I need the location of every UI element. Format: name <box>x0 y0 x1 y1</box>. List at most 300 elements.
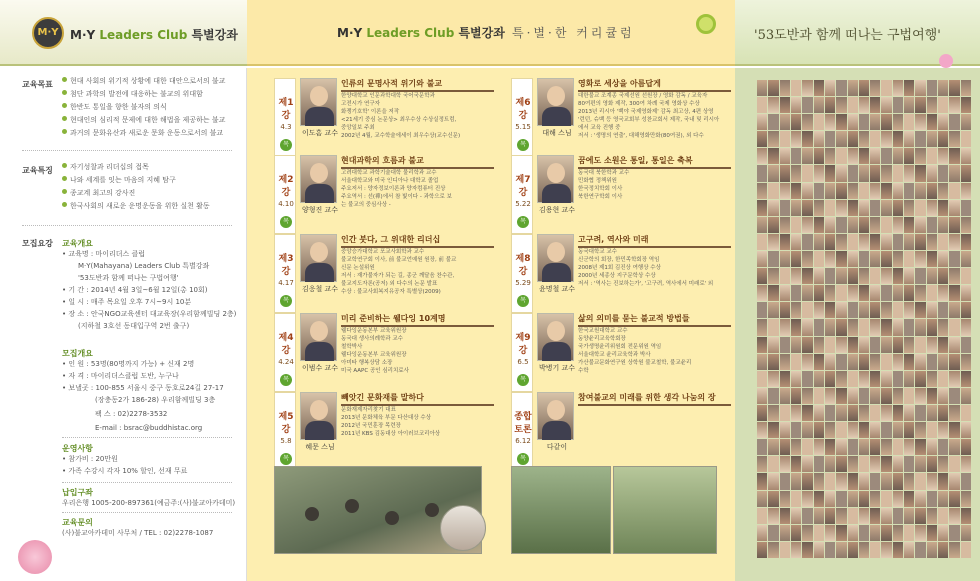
member-portrait <box>927 80 937 96</box>
member-portrait <box>870 354 880 370</box>
member-portrait <box>961 268 971 284</box>
member-portrait <box>848 131 858 147</box>
member-portrait <box>768 473 778 489</box>
member-portrait <box>870 473 880 489</box>
recruit-line: (장충동2가 186-28) 우리함께빌딩 3층 <box>95 396 216 404</box>
member-portrait <box>961 456 971 472</box>
member-portrait <box>825 200 835 216</box>
member-portrait <box>859 148 869 164</box>
member-portrait <box>791 405 801 421</box>
member-portrait <box>825 508 835 524</box>
member-portrait <box>825 354 835 370</box>
member-portrait <box>791 371 801 387</box>
member-portrait <box>836 319 846 335</box>
member-portrait <box>915 354 925 370</box>
member-portrait <box>938 217 948 233</box>
member-portrait <box>859 508 869 524</box>
section-features-label: 교육특징 <box>22 166 53 175</box>
member-portrait <box>938 439 948 455</box>
member-portrait <box>915 217 925 233</box>
lecture-title: 미리 준비하는 웰다잉 10계명 <box>341 313 494 327</box>
member-portrait <box>768 354 778 370</box>
lecture-desc-line: 불교학연구회 이사, 前 불교언예원 원장, 前 불교 <box>341 257 457 263</box>
member-portrait <box>881 371 891 387</box>
member-portrait <box>904 183 914 199</box>
member-portrait <box>825 439 835 455</box>
member-portrait <box>836 114 846 130</box>
member-portrait <box>859 354 869 370</box>
lecture-title: 꿈에도 소원은 통일, 통일은 축복 <box>578 155 731 169</box>
member-portrait <box>768 165 778 181</box>
member-portrait <box>802 473 812 489</box>
member-portrait <box>859 439 869 455</box>
member-portrait <box>814 268 824 284</box>
lecture-desc-line: 고려대학교 과학기술대학 물리학과 교수 <box>341 170 437 176</box>
member-portrait <box>780 97 790 113</box>
member-portrait <box>904 337 914 353</box>
member-portrait <box>791 422 801 438</box>
member-portrait <box>836 456 846 472</box>
member-portrait <box>802 285 812 301</box>
member-portrait <box>825 405 835 421</box>
member-portrait <box>915 251 925 267</box>
member-portrait <box>848 285 858 301</box>
member-portrait <box>859 388 869 404</box>
member-portrait <box>814 217 824 233</box>
member-portrait <box>780 148 790 164</box>
member-portrait <box>927 234 937 250</box>
lecture-desc-line: 는 불교의 중심사상 - <box>341 202 391 208</box>
lecture-number: 제4강 <box>278 333 294 356</box>
member-portrait <box>836 371 846 387</box>
lecture-title: 인간 붓다, 그 위대한 리더십 <box>341 234 494 248</box>
member-portrait <box>915 371 925 387</box>
member-portrait <box>757 200 767 216</box>
member-portrait <box>881 131 891 147</box>
member-portrait <box>961 508 971 524</box>
member-portrait <box>927 183 937 199</box>
member-portrait <box>780 388 790 404</box>
member-portrait <box>927 525 937 541</box>
member-portrait <box>961 217 971 233</box>
lecture-title: 참여불교의 미래를 위한 생각 나눔의 장 <box>578 392 731 406</box>
member-portrait <box>825 251 835 267</box>
member-portrait <box>949 439 959 455</box>
member-portrait <box>859 97 869 113</box>
member-portrait <box>938 97 948 113</box>
member-portrait <box>825 148 835 164</box>
overview-line: (지하철 3호선 동대입구역 2번 출구) <box>78 322 190 330</box>
member-portrait <box>757 251 767 267</box>
member-portrait <box>791 285 801 301</box>
member-portrait <box>961 80 971 96</box>
feature-item: 자기성찰과 리더십의 접목 <box>62 162 149 173</box>
member-portrait <box>915 405 925 421</box>
member-portrait <box>848 405 858 421</box>
member-portrait <box>802 319 812 335</box>
lecture-desc-line: 2002년 4월, 교수학술에세이 최우수상(교수신문) <box>341 133 461 139</box>
member-portrait <box>927 508 937 524</box>
member-portrait <box>961 97 971 113</box>
lecture-desc-line: 주요역서 : 선(禪)에서 참 빛이다 - 과학으로 보 <box>341 194 452 200</box>
member-portrait <box>961 285 971 301</box>
member-portrait <box>814 371 824 387</box>
outdoor-photo <box>511 466 611 554</box>
lecture-number-box <box>274 234 296 313</box>
member-portrait <box>870 422 880 438</box>
member-portrait <box>915 268 925 284</box>
lecture-date: 4.10 <box>278 200 294 208</box>
member-portrait <box>836 525 846 541</box>
inquiry-label: 교육문의 <box>62 518 93 527</box>
member-portrait <box>961 354 971 370</box>
member-portrait <box>848 456 858 472</box>
lecture-desc-line: 2013년 리시아 '백야 국제영화제' 감독 최고상, 4편 상영 <box>578 109 714 115</box>
operation-label: 운영사항 <box>62 444 93 453</box>
member-portrait <box>757 405 767 421</box>
member-portrait <box>881 542 891 558</box>
member-portrait <box>881 285 891 301</box>
member-portrait <box>961 148 971 164</box>
member-portrait <box>904 354 914 370</box>
member-portrait <box>768 114 778 130</box>
member-portrait <box>814 302 824 318</box>
member-portrait <box>859 456 869 472</box>
member-portrait <box>915 319 925 335</box>
member-portrait <box>859 251 869 267</box>
member-portrait <box>757 131 767 147</box>
overview-line: M·Y(Mahayana) Leaders Club 특별강좌 <box>78 262 210 270</box>
member-portrait <box>881 491 891 507</box>
member-portrait <box>938 388 948 404</box>
lecturer-photo <box>300 78 337 126</box>
member-portrait <box>870 285 880 301</box>
member-portrait <box>768 97 778 113</box>
member-portrait <box>825 337 835 353</box>
member-portrait <box>938 405 948 421</box>
member-portrait <box>870 80 880 96</box>
member-portrait <box>768 131 778 147</box>
member-portrait <box>859 337 869 353</box>
member-portrait <box>938 80 948 96</box>
member-portrait <box>814 234 824 250</box>
member-portrait <box>836 217 846 233</box>
member-portrait <box>927 251 937 267</box>
lecturer-photo <box>300 155 337 203</box>
member-portrait <box>768 148 778 164</box>
member-portrait <box>915 165 925 181</box>
member-portrait <box>870 439 880 455</box>
lecture-desc-line: 수상 : 불교사회복지유공자 특별상(2009) <box>341 289 441 295</box>
member-portrait <box>859 319 869 335</box>
member-portrait <box>768 285 778 301</box>
member-portrait <box>757 491 767 507</box>
member-portrait <box>825 491 835 507</box>
lecture-desc-line: 대한불교 조계종 국제선원 선원장 / 영화 감독 / 교육자 <box>578 93 708 99</box>
lecturer-name: 대해 스님 <box>542 129 572 137</box>
lecture-number: 제9강 <box>515 333 531 356</box>
lecture-number: 제1강 <box>278 98 294 121</box>
member-portrait <box>870 217 880 233</box>
member-portrait <box>881 268 891 284</box>
member-portrait <box>780 234 790 250</box>
overview-line: '53도반과 함께 떠나는 구법여행' <box>78 274 179 282</box>
curriculum-subtitle: 특·별·한 커리큘럼 <box>512 26 635 40</box>
member-portrait <box>938 354 948 370</box>
member-portrait <box>814 473 824 489</box>
recruit-line: • 자 격 : 마이리더스클럽 도반, 누구나 <box>62 372 179 380</box>
member-portrait <box>881 217 891 233</box>
member-portrait <box>757 337 767 353</box>
member-portrait <box>927 388 937 404</box>
member-portrait <box>836 388 846 404</box>
member-portrait <box>949 422 959 438</box>
member-portrait <box>961 114 971 130</box>
member-portrait <box>802 422 812 438</box>
lecture-number-box <box>511 392 533 471</box>
member-portrait <box>825 371 835 387</box>
member-portrait <box>927 473 937 489</box>
member-portrait <box>814 251 824 267</box>
member-portrait <box>904 542 914 558</box>
lecture-desc-line: 웰다잉운동본부 교육위원장 <box>341 328 407 334</box>
member-portrait <box>938 302 948 318</box>
lecturer-bio <box>341 248 494 296</box>
member-portrait <box>768 542 778 558</box>
member-portrait <box>949 148 959 164</box>
lecture-desc-line: 수학 <box>578 368 589 374</box>
lecture-desc-line: 동양윤리교육학회장 <box>578 336 626 342</box>
member-portrait <box>927 285 937 301</box>
member-portrait <box>757 217 767 233</box>
member-portrait <box>927 97 937 113</box>
member-portrait <box>949 371 959 387</box>
member-portrait <box>768 268 778 284</box>
member-portrait <box>836 268 846 284</box>
member-portrait <box>904 165 914 181</box>
member-portrait <box>927 165 937 181</box>
divider <box>62 512 232 513</box>
member-portrait <box>802 165 812 181</box>
member-portrait <box>825 165 835 181</box>
fee-line: • 참가비 : 20만원 <box>62 455 118 463</box>
member-portrait <box>881 165 891 181</box>
goal-item: 한반도 통일을 향한 불자의 의식 <box>62 102 167 113</box>
member-portrait <box>949 302 959 318</box>
lecturer-photo <box>300 392 337 440</box>
member-portrait <box>961 388 971 404</box>
member-portrait <box>848 268 858 284</box>
member-portrait <box>915 337 925 353</box>
member-portrait <box>859 268 869 284</box>
fax-line: 팩 스 : 02)2278-3532 <box>95 410 168 418</box>
member-portrait <box>893 80 903 96</box>
member-portrait <box>938 268 948 284</box>
member-portrait <box>904 319 914 335</box>
member-portrait <box>893 542 903 558</box>
member-portrait <box>949 337 959 353</box>
member-portrait <box>802 337 812 353</box>
lecturer-bio <box>578 327 731 375</box>
member-portrait <box>802 217 812 233</box>
member-portrait <box>938 114 948 130</box>
lecture-number-box <box>274 392 296 471</box>
lecture-desc-line: <21세기 중심 논문상> 최우수상 수상실정트럼, <box>341 117 457 123</box>
weekday-badge: 목 <box>280 374 292 386</box>
member-portrait <box>927 337 937 353</box>
lecturer-name: 박병기 교수 <box>538 364 576 372</box>
member-portrait <box>915 200 925 216</box>
member-portrait <box>870 371 880 387</box>
member-portrait <box>825 234 835 250</box>
member-portrait <box>915 114 925 130</box>
lecture-number: 제6강 <box>515 98 531 121</box>
member-portrait <box>825 388 835 404</box>
lecturer-bio <box>578 248 731 288</box>
member-portrait <box>938 491 948 507</box>
member-portrait <box>768 234 778 250</box>
member-portrait <box>791 251 801 267</box>
member-portrait <box>881 97 891 113</box>
member-portrait <box>825 542 835 558</box>
lecture-card <box>511 392 731 471</box>
member-portrait <box>791 337 801 353</box>
member-portrait <box>802 456 812 472</box>
member-portrait <box>893 371 903 387</box>
overview-line: • 기 간 : 2014년 4월 3일~6월 12일(총 10회) <box>62 286 208 294</box>
brand-title: M·Y Leaders Club 특별강좌 <box>70 28 238 42</box>
member-portrait <box>904 200 914 216</box>
member-portrait <box>814 131 824 147</box>
lecturer-photo <box>537 313 574 361</box>
member-portrait <box>791 302 801 318</box>
member-portrait <box>848 491 858 507</box>
lecture-title: 현대과학의 흐름과 불교 <box>341 155 494 169</box>
member-portrait <box>881 114 891 130</box>
member-portrait <box>870 319 880 335</box>
lecture-desc-line: 국가생명윤리위원회 전문위원 역임 <box>578 344 662 350</box>
member-portrait <box>802 354 812 370</box>
member-portrait <box>938 200 948 216</box>
account-label: 납입구좌 <box>62 488 93 497</box>
lecturer-photo <box>300 234 337 282</box>
member-portrait <box>961 337 971 353</box>
member-portrait <box>893 217 903 233</box>
member-portrait <box>802 131 812 147</box>
member-portrait <box>791 148 801 164</box>
member-portrait <box>893 491 903 507</box>
divider <box>62 482 232 483</box>
member-portrait <box>768 388 778 404</box>
lecture-number: 제5강 <box>278 412 294 435</box>
member-portrait <box>961 542 971 558</box>
member-portrait <box>915 148 925 164</box>
lecture-desc-line: 신문 논설위원 <box>341 265 375 271</box>
member-portrait <box>927 491 937 507</box>
member-portrait <box>836 285 846 301</box>
member-portrait <box>927 422 937 438</box>
member-portrait <box>825 114 835 130</box>
member-portrait <box>915 285 925 301</box>
lecturer-photo <box>537 234 574 282</box>
member-portrait <box>961 371 971 387</box>
member-portrait <box>881 354 891 370</box>
member-portrait <box>904 131 914 147</box>
left-header <box>0 0 247 66</box>
lecture-number-box <box>274 313 296 392</box>
member-portrait <box>859 371 869 387</box>
member-portrait <box>961 165 971 181</box>
member-portrait <box>893 234 903 250</box>
member-portrait <box>848 251 858 267</box>
lecturer-bio <box>341 406 494 438</box>
member-portrait <box>791 114 801 130</box>
member-portrait <box>938 337 948 353</box>
member-portrait <box>757 388 767 404</box>
lecturer-bio <box>578 92 731 140</box>
lecturer-bio <box>341 169 494 209</box>
member-portrait <box>768 456 778 472</box>
member-portrait <box>780 114 790 130</box>
member-portrait <box>802 439 812 455</box>
member-portrait <box>870 97 880 113</box>
member-portrait <box>780 302 790 318</box>
member-portrait <box>893 114 903 130</box>
member-portrait <box>881 473 891 489</box>
lecturer-name: 김용현 교수 <box>538 206 576 214</box>
member-portrait <box>825 285 835 301</box>
member-portrait <box>927 405 937 421</box>
lecture-desc-line: 한국정치학회 이사 <box>578 186 623 192</box>
member-portrait <box>870 405 880 421</box>
member-portrait <box>927 371 937 387</box>
member-portrait <box>757 525 767 541</box>
member-portrait <box>791 319 801 335</box>
member-portrait <box>757 542 767 558</box>
member-portrait <box>949 542 959 558</box>
lecture-desc-line: 저서 : '역사는 진보하는가', '고구려, 역사에서 미래로' 외 <box>578 281 714 287</box>
member-portrait <box>938 473 948 489</box>
member-portrait <box>802 388 812 404</box>
member-portrait <box>814 319 824 335</box>
lecture-number: 제3강 <box>278 254 294 277</box>
member-portrait <box>949 508 959 524</box>
member-portrait <box>927 542 937 558</box>
member-portrait <box>848 525 858 541</box>
recruit-label: 모집개요 <box>62 349 93 358</box>
member-portrait <box>848 97 858 113</box>
member-portrait <box>881 319 891 335</box>
lecture-desc-line: 아미타 행복상담 소장 <box>341 360 393 366</box>
member-portrait <box>836 97 846 113</box>
member-portrait <box>802 114 812 130</box>
member-portrait <box>757 439 767 455</box>
member-portrait <box>938 234 948 250</box>
member-portrait <box>848 234 858 250</box>
member-portrait <box>757 508 767 524</box>
member-portrait <box>904 422 914 438</box>
member-portrait <box>927 148 937 164</box>
lecture-desc-line: 화쟁기호학' 이론을 저작 <box>341 109 400 115</box>
lecture-date: 6.5 <box>517 358 529 366</box>
member-portrait <box>927 217 937 233</box>
member-portrait <box>757 302 767 318</box>
lecture-desc-line: 한양대학교 인문과학대학 국어국문학과 <box>341 93 435 99</box>
member-portrait <box>949 268 959 284</box>
divider <box>62 437 232 438</box>
member-portrait <box>814 439 824 455</box>
member-portrait <box>927 354 937 370</box>
